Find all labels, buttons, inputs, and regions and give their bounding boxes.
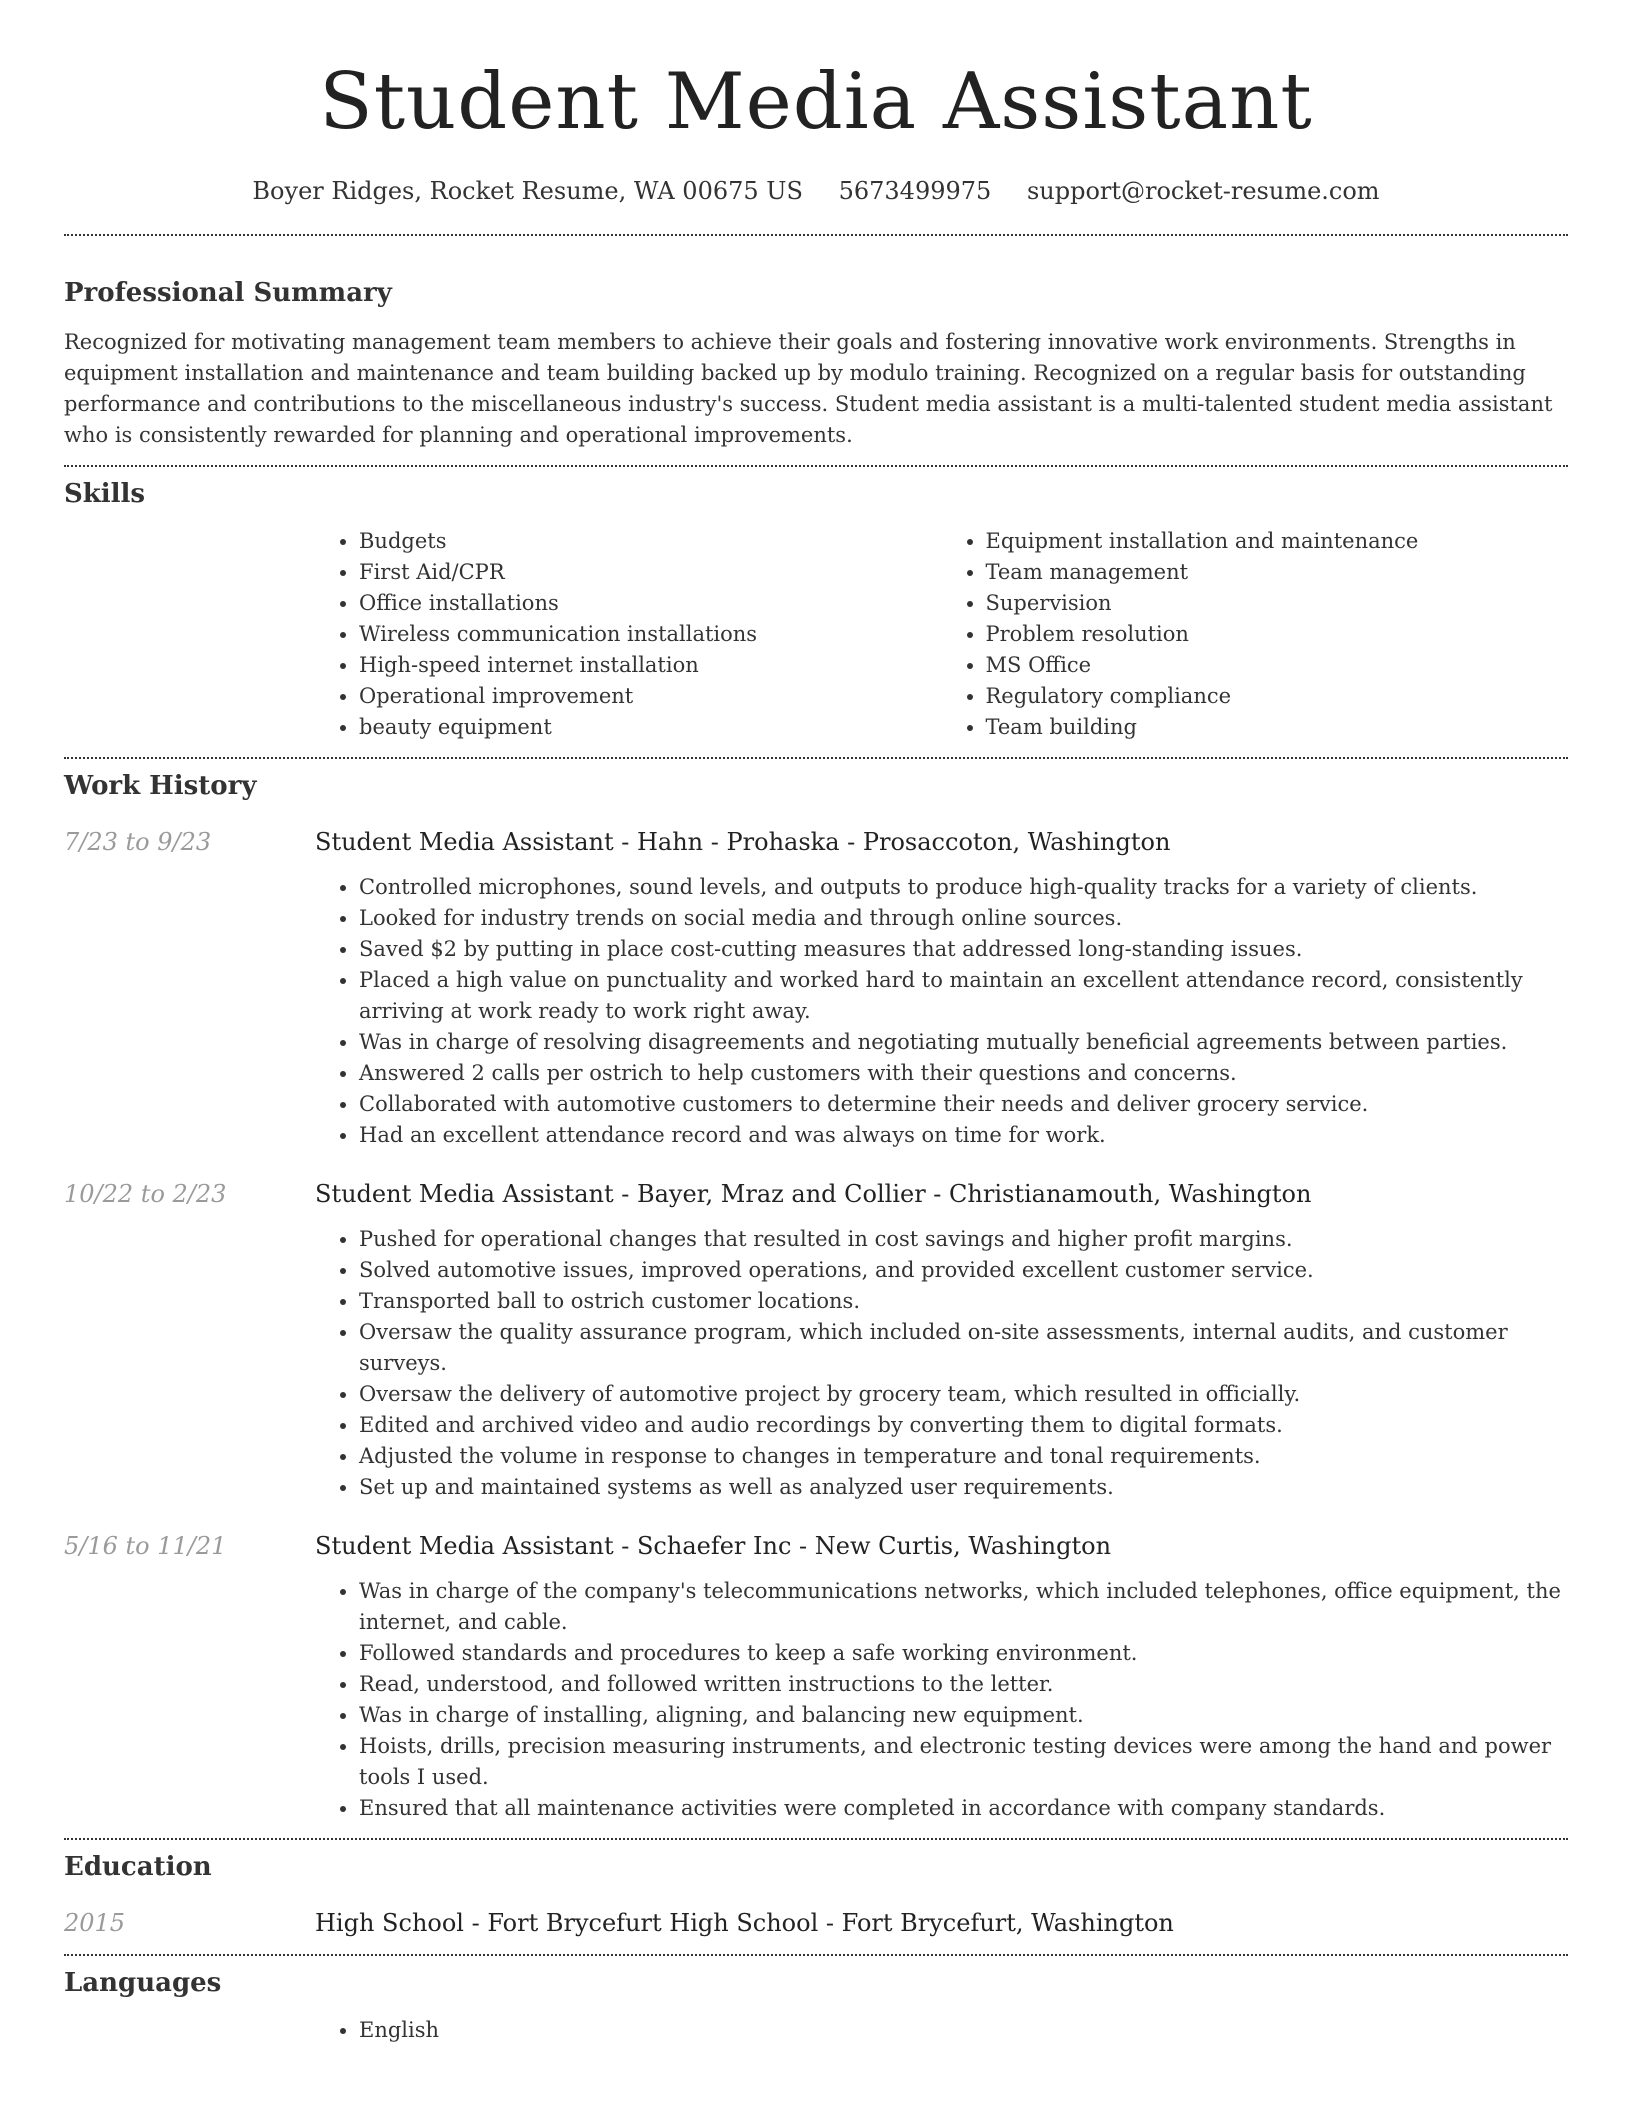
education-entry [64,1906,1568,1940]
skill-item: • Supervision [986,588,1569,619]
job-bullet: • Looked for industry trends on social media and through online sources. [359,903,1568,934]
section-title-languages: Languages [64,1968,222,1998]
section-divider [64,1838,1568,1840]
job-bullet: • Set up and maintained systems as well as analyzed user requirements. [359,1472,1568,1503]
job-bullet: • Ensured that all maintenance activities were completed in accordance with company standards. [359,1793,1568,1824]
skills-list-right [942,526,1569,743]
job-role: Student Media Assistant - Bayer, Mraz and Collier - Christianamouth, Washington [315,1180,1312,1208]
section-title-skills: Skills [64,479,146,509]
skill-item: • First Aid/CPR [359,557,942,588]
language-item: • English [359,2015,1568,2046]
skills-columns [315,526,1568,743]
resume-title: Student Media Assistant [319,57,1313,147]
job-bullet: • Was in charge of the company's telecommunications networks, which included telephones, office equipment, the internet, and cable. [359,1576,1568,1638]
job-role: Student Media Assistant - Hahn - Prohaska - Prosaccoton, Washington [315,828,1171,856]
job-bullet: • Placed a high value on punctuality and worked hard to maintain an excellent attendance record, consistently arriving at work ready to work right away. [359,965,1568,1027]
job-bullet: • Collaborated with automotive customers to determine their needs and deliver grocery service. [359,1089,1568,1120]
section-divider [64,1954,1568,1956]
section-title-work: Work History [64,771,257,801]
contact-email: support@rocket-resume.com [1026,177,1380,205]
skill-item: • Wireless communication installations [359,619,942,650]
skill-item: • MS Office [986,650,1569,681]
languages-list [315,2015,1568,2046]
job-bullets [315,1224,1568,1503]
skill-item: • Problem resolution [986,619,1569,650]
education-date: 2015 [64,1909,126,1937]
job-role: Student Media Assistant - Schaefer Inc - New Curtis, Washington [315,1532,1112,1560]
job-bullet: • Was in charge of resolving disagreements and negotiating mutually beneficial agreements between parties. [359,1027,1568,1058]
skill-item: • Operational improvement [359,681,942,712]
job-dates: 7/23 to 9/23 [64,828,212,856]
job-bullet: • Read, understood, and followed written instructions to the letter. [359,1669,1568,1700]
section-divider [64,234,1568,236]
skill-item: • Equipment installation and maintenance [986,526,1569,557]
skill-item: • High-speed internet installation [359,650,942,681]
skill-item: • Office installations [359,588,942,619]
job-entry-header [64,825,1568,859]
section-title-education: Education [64,1852,212,1882]
section-divider [64,757,1568,759]
contact-phone: 5673499975 [838,177,992,205]
job-bullets [315,1576,1568,1824]
section-title-summary: Professional Summary [64,278,392,308]
job-bullets [315,872,1568,1151]
job-bullet: • Oversaw the delivery of automotive project by grocery team, which resulted in officially. [359,1379,1568,1410]
job-bullet: • Adjusted the volume in response to changes in temperature and tonal requirements. [359,1441,1568,1472]
job-bullet: • Transported ball to ostrich customer locations. [359,1286,1568,1317]
job-bullet: • Saved $2 by putting in place cost-cutting measures that addressed long-standing issues. [359,934,1568,965]
job-bullet: • Solved automotive issues, improved operations, and provided excellent customer service. [359,1255,1568,1286]
contact-line [64,174,1568,208]
job-entry-header [64,1177,1568,1211]
resume-page [64,0,1568,2046]
job-entry-header [64,1529,1568,1563]
job-dates: 10/22 to 2/23 [64,1180,227,1208]
job-bullet: • Controlled microphones, sound levels, and outputs to produce high-quality tracks for a variety of clients. [359,872,1568,903]
summary-text: Recognized for motivating management team members to achieve their goals and fostering innovative work environments. Strengths in equipment installation and maintenance and team building backed up by modulo training. Recognized on a regular basis for outstanding performance and contributions to the miscellaneous industry's success. Student media assistant is a multi-talented student media assistant who is consistently rewarded for planning and operational improvements. [64,330,1553,447]
job-bullet: • Pushed for operational changes that resulted in cost savings and higher profit margins. [359,1224,1568,1255]
skill-item: • Team building [986,712,1569,743]
skills-list-left [315,526,942,743]
contact-address: Boyer Ridges, Rocket Resume, WA 00675 US [252,177,803,205]
education-school: High School - Fort Brycefurt High School - Fort Brycefurt, Washington [315,1909,1174,1937]
job-bullet: • Followed standards and procedures to keep a safe working environment. [359,1638,1568,1669]
job-bullet: • Had an excellent attendance record and was always on time for work. [359,1120,1568,1151]
job-bullet: • Hoists, drills, precision measuring instruments, and electronic testing devices were among the hand and power tools I used. [359,1731,1568,1793]
job-bullet: • Oversaw the quality assurance program, which included on-site assessments, internal audits, and customer surveys. [359,1317,1568,1379]
skill-item: • Budgets [359,526,942,557]
skill-item: • Team management [986,557,1569,588]
job-dates: 5/16 to 11/21 [64,1532,227,1560]
skill-item: • Regulatory compliance [986,681,1569,712]
section-divider [64,465,1568,467]
job-bullet: • Answered 2 calls per ostrich to help customers with their questions and concerns. [359,1058,1568,1089]
job-bullet: • Was in charge of installing, aligning, and balancing new equipment. [359,1700,1568,1731]
job-bullet: • Edited and archived video and audio recordings by converting them to digital formats. [359,1410,1568,1441]
skill-item: • beauty equipment [359,712,942,743]
